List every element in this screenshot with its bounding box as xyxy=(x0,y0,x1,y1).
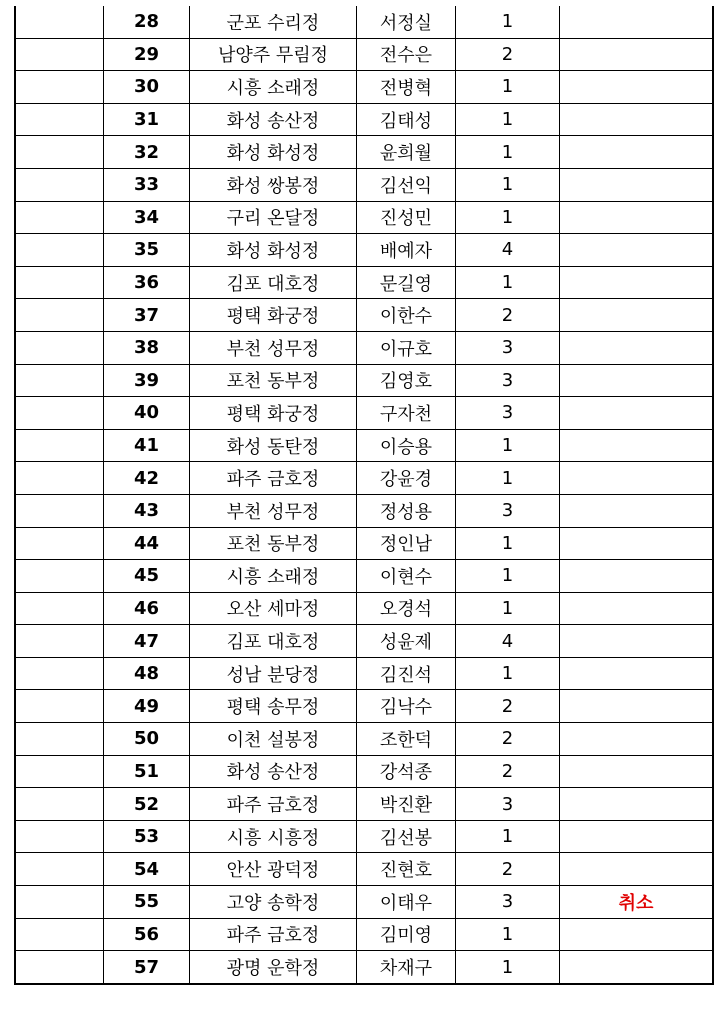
blank-cell xyxy=(15,625,104,658)
table-row xyxy=(15,592,713,625)
count-value: 1 xyxy=(456,560,560,593)
blank-cell xyxy=(15,820,104,853)
blank-cell xyxy=(15,6,104,38)
note-cell xyxy=(560,234,714,267)
person-name: 전병혁 xyxy=(357,71,456,104)
club-name: 평택 화궁정 xyxy=(190,299,357,332)
blank-cell xyxy=(15,168,104,201)
row-number: 41 xyxy=(104,429,190,462)
row-number: 33 xyxy=(104,168,190,201)
row-number: 49 xyxy=(104,690,190,723)
club-name: 이천 설봉정 xyxy=(190,723,357,756)
row-number: 40 xyxy=(104,397,190,430)
table-row xyxy=(15,951,713,984)
club-name: 고양 송학정 xyxy=(190,886,357,919)
row-number: 48 xyxy=(104,657,190,690)
club-name: 남양주 무림정 xyxy=(190,38,357,71)
person-name: 윤희월 xyxy=(357,136,456,169)
count-value: 2 xyxy=(456,38,560,71)
club-name: 오산 세마정 xyxy=(190,592,357,625)
club-name: 파주 금호정 xyxy=(190,918,357,951)
table-row xyxy=(15,527,713,560)
count-value: 4 xyxy=(456,625,560,658)
note-cell xyxy=(560,625,714,658)
row-number: 45 xyxy=(104,560,190,593)
blank-cell xyxy=(15,853,104,886)
club-name: 포천 동부정 xyxy=(190,527,357,560)
table-row xyxy=(15,234,713,267)
club-name: 부천 성무정 xyxy=(190,331,357,364)
row-number: 42 xyxy=(104,462,190,495)
row-number: 30 xyxy=(104,71,190,104)
person-name: 박진환 xyxy=(357,788,456,821)
note-cell xyxy=(560,71,714,104)
note-cell xyxy=(560,136,714,169)
blank-cell xyxy=(15,462,104,495)
table-row xyxy=(15,853,713,886)
table-row xyxy=(15,397,713,430)
note-cell xyxy=(560,6,714,38)
note-cell xyxy=(560,397,714,430)
row-number: 55 xyxy=(104,886,190,919)
table-row xyxy=(15,918,713,951)
note-cell xyxy=(560,820,714,853)
count-value: 2 xyxy=(456,690,560,723)
person-name: 김선익 xyxy=(357,168,456,201)
blank-cell xyxy=(15,201,104,234)
note-cell xyxy=(560,853,714,886)
person-name: 진현호 xyxy=(357,853,456,886)
table-row xyxy=(15,168,713,201)
row-number: 36 xyxy=(104,266,190,299)
row-number: 52 xyxy=(104,788,190,821)
club-name: 구리 온달정 xyxy=(190,201,357,234)
blank-cell xyxy=(15,592,104,625)
row-number: 56 xyxy=(104,918,190,951)
table-row xyxy=(15,820,713,853)
blank-cell xyxy=(15,397,104,430)
count-value: 1 xyxy=(456,527,560,560)
row-number: 29 xyxy=(104,38,190,71)
club-name: 광명 운학정 xyxy=(190,951,357,984)
blank-cell xyxy=(15,527,104,560)
person-name: 이승용 xyxy=(357,429,456,462)
note-cell xyxy=(560,527,714,560)
person-name: 성윤제 xyxy=(357,625,456,658)
person-name: 김미영 xyxy=(357,918,456,951)
blank-cell xyxy=(15,918,104,951)
note-cell xyxy=(560,266,714,299)
club-name: 화성 화성정 xyxy=(190,234,357,267)
person-name: 구자천 xyxy=(357,397,456,430)
person-name: 이규호 xyxy=(357,331,456,364)
person-name: 조한덕 xyxy=(357,723,456,756)
note-cell xyxy=(560,201,714,234)
table-row xyxy=(15,723,713,756)
row-number: 32 xyxy=(104,136,190,169)
blank-cell xyxy=(15,429,104,462)
row-number: 50 xyxy=(104,723,190,756)
club-name: 화성 송산정 xyxy=(190,103,357,136)
person-name: 이태우 xyxy=(357,886,456,919)
person-name: 김영호 xyxy=(357,364,456,397)
blank-cell xyxy=(15,331,104,364)
blank-cell xyxy=(15,364,104,397)
table-row xyxy=(15,71,713,104)
club-name: 평택 화궁정 xyxy=(190,397,357,430)
person-name: 김진석 xyxy=(357,657,456,690)
person-name: 강윤경 xyxy=(357,462,456,495)
person-name: 차재구 xyxy=(357,951,456,984)
note-cell xyxy=(560,38,714,71)
club-name: 파주 금호정 xyxy=(190,788,357,821)
count-value: 1 xyxy=(456,103,560,136)
row-number: 37 xyxy=(104,299,190,332)
count-value: 1 xyxy=(456,462,560,495)
club-name: 안산 광덕정 xyxy=(190,853,357,886)
blank-cell xyxy=(15,494,104,527)
count-value: 2 xyxy=(456,299,560,332)
table-row xyxy=(15,38,713,71)
table-row xyxy=(15,429,713,462)
count-value: 1 xyxy=(456,429,560,462)
table-row xyxy=(15,690,713,723)
person-name: 오경석 xyxy=(357,592,456,625)
note-cell xyxy=(560,560,714,593)
club-name: 평택 송무정 xyxy=(190,690,357,723)
person-name: 진성민 xyxy=(357,201,456,234)
table-row xyxy=(15,462,713,495)
table-row xyxy=(15,788,713,821)
blank-cell xyxy=(15,788,104,821)
note-cell xyxy=(560,918,714,951)
blank-cell xyxy=(15,38,104,71)
note-cell xyxy=(560,788,714,821)
club-name: 김포 대호정 xyxy=(190,266,357,299)
count-value: 2 xyxy=(456,723,560,756)
row-number: 31 xyxy=(104,103,190,136)
row-number: 28 xyxy=(104,6,190,38)
blank-cell xyxy=(15,951,104,984)
count-value: 1 xyxy=(456,71,560,104)
table-row xyxy=(15,136,713,169)
row-number: 38 xyxy=(104,331,190,364)
note-cell xyxy=(560,462,714,495)
note-cell xyxy=(560,755,714,788)
club-name: 화성 송산정 xyxy=(190,755,357,788)
person-name: 전수은 xyxy=(357,38,456,71)
row-number: 44 xyxy=(104,527,190,560)
note-cell xyxy=(560,951,714,984)
row-number: 51 xyxy=(104,755,190,788)
count-value: 3 xyxy=(456,364,560,397)
roster-table xyxy=(14,6,714,985)
count-value: 3 xyxy=(456,788,560,821)
person-name: 문길영 xyxy=(357,266,456,299)
roster-body xyxy=(15,6,713,984)
row-number: 39 xyxy=(104,364,190,397)
club-name: 포천 동부정 xyxy=(190,364,357,397)
blank-cell xyxy=(15,723,104,756)
count-value: 1 xyxy=(456,657,560,690)
blank-cell xyxy=(15,136,104,169)
blank-cell xyxy=(15,234,104,267)
club-name: 군포 수리정 xyxy=(190,6,357,38)
table-row xyxy=(15,625,713,658)
note-cell xyxy=(560,168,714,201)
count-value: 3 xyxy=(456,331,560,364)
table-row xyxy=(15,364,713,397)
table-row xyxy=(15,494,713,527)
club-name: 화성 동탄정 xyxy=(190,429,357,462)
person-name: 강석종 xyxy=(357,755,456,788)
club-name: 시흥 소래정 xyxy=(190,71,357,104)
row-number: 53 xyxy=(104,820,190,853)
count-value: 1 xyxy=(456,820,560,853)
table-row xyxy=(15,755,713,788)
club-name: 화성 쌍봉정 xyxy=(190,168,357,201)
row-number: 43 xyxy=(104,494,190,527)
person-name: 배예자 xyxy=(357,234,456,267)
count-value: 1 xyxy=(456,951,560,984)
table-row xyxy=(15,6,713,38)
table-row xyxy=(15,201,713,234)
blank-cell xyxy=(15,690,104,723)
count-value: 2 xyxy=(456,755,560,788)
club-name: 성남 분당정 xyxy=(190,657,357,690)
row-number: 54 xyxy=(104,853,190,886)
count-value: 1 xyxy=(456,6,560,38)
row-number: 34 xyxy=(104,201,190,234)
note-cell xyxy=(560,657,714,690)
table-row xyxy=(15,560,713,593)
person-name: 김낙수 xyxy=(357,690,456,723)
note-cell xyxy=(560,690,714,723)
club-name: 김포 대호정 xyxy=(190,625,357,658)
note-cell xyxy=(560,429,714,462)
person-name: 서정실 xyxy=(357,6,456,38)
note-cell xyxy=(560,494,714,527)
person-name: 이현수 xyxy=(357,560,456,593)
note-cell xyxy=(560,299,714,332)
person-name: 정인남 xyxy=(357,527,456,560)
note-cell xyxy=(560,331,714,364)
person-name: 이한수 xyxy=(357,299,456,332)
table-row xyxy=(15,657,713,690)
blank-cell xyxy=(15,266,104,299)
club-name: 시흥 소래정 xyxy=(190,560,357,593)
count-value: 1 xyxy=(456,136,560,169)
count-value: 1 xyxy=(456,266,560,299)
club-name: 부천 성무정 xyxy=(190,494,357,527)
club-name: 화성 화성정 xyxy=(190,136,357,169)
blank-cell xyxy=(15,299,104,332)
row-number: 47 xyxy=(104,625,190,658)
count-value: 1 xyxy=(456,592,560,625)
count-value: 1 xyxy=(456,918,560,951)
count-value: 1 xyxy=(456,168,560,201)
note-cell xyxy=(560,364,714,397)
table-row xyxy=(15,103,713,136)
person-name: 김선봉 xyxy=(357,820,456,853)
table-row xyxy=(15,266,713,299)
row-number: 57 xyxy=(104,951,190,984)
note-cell xyxy=(560,103,714,136)
count-value: 1 xyxy=(456,201,560,234)
count-value: 4 xyxy=(456,234,560,267)
count-value: 3 xyxy=(456,397,560,430)
count-value: 3 xyxy=(456,494,560,527)
person-name: 정성용 xyxy=(357,494,456,527)
note-cell: 취소 xyxy=(560,886,714,919)
person-name: 김태성 xyxy=(357,103,456,136)
row-number: 46 xyxy=(104,592,190,625)
blank-cell xyxy=(15,755,104,788)
club-name: 시흥 시흥정 xyxy=(190,820,357,853)
table-row xyxy=(15,331,713,364)
count-value: 2 xyxy=(456,853,560,886)
club-name: 파주 금호정 xyxy=(190,462,357,495)
count-value: 3 xyxy=(456,886,560,919)
table-row xyxy=(15,299,713,332)
note-cell xyxy=(560,592,714,625)
blank-cell xyxy=(15,657,104,690)
blank-cell xyxy=(15,560,104,593)
blank-cell xyxy=(15,886,104,919)
row-number: 35 xyxy=(104,234,190,267)
blank-cell xyxy=(15,103,104,136)
blank-cell xyxy=(15,71,104,104)
table-row xyxy=(15,886,713,919)
note-cell xyxy=(560,723,714,756)
